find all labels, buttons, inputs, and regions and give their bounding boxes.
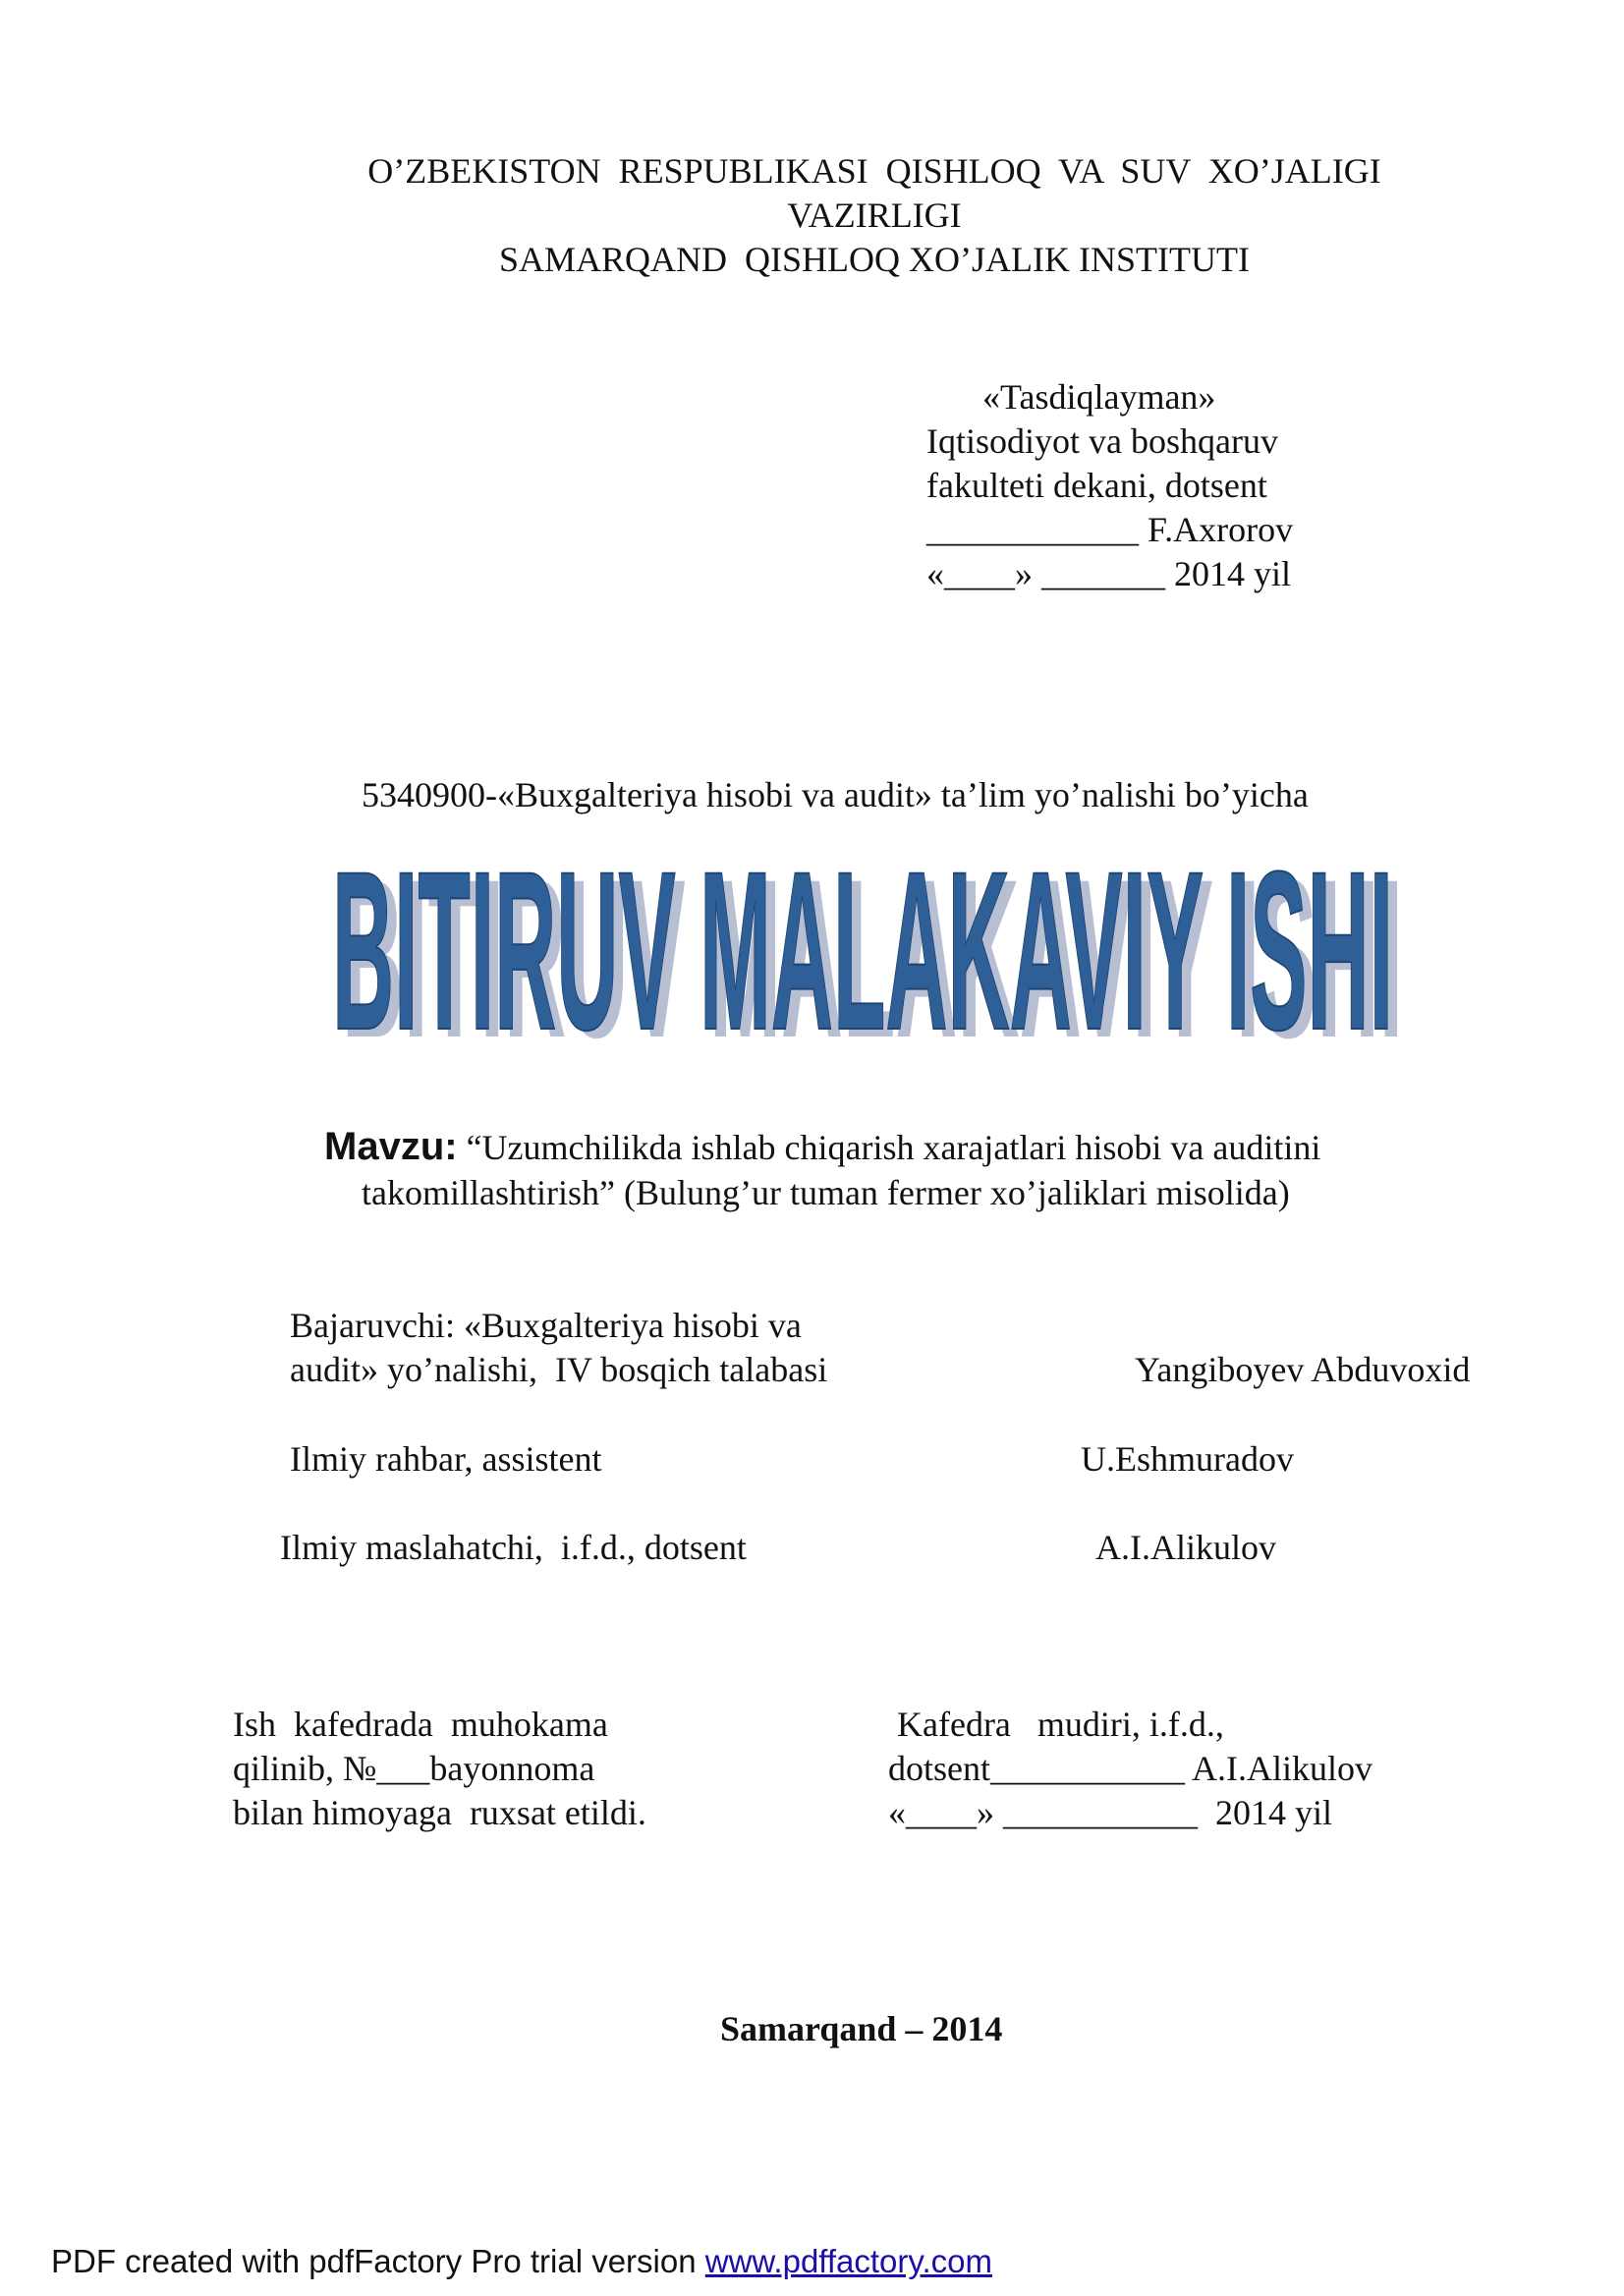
discussion-line-3: bilan himoyaga ruxsat etildi.: [233, 1793, 646, 1832]
discussion-line-2: qilinib, №___bayonnoma: [233, 1749, 595, 1788]
consultant-label: Ilmiy maslahatchi, i.f.d., dotsent: [280, 1528, 747, 1567]
performer-line-2: audit» yo’nalishi, IV bosqich talabasi: [290, 1350, 828, 1389]
head-line-2: dotsent___________ A.I.Alikulov: [888, 1749, 1372, 1788]
approval-line-1: Iqtisodiyot va boshqaruv: [926, 421, 1278, 461]
discussion-line-1: Ish kafedrada muhokama: [233, 1705, 608, 1744]
topic-label: Mavzu:: [324, 1125, 458, 1168]
pdf-footer-note: [51, 2242, 992, 2281]
city-year: Samarqand – 2014: [720, 2009, 1003, 2048]
footer-text: PDF created with pdfFactory Pro trial version: [51, 2243, 705, 2279]
study-direction: 5340900-«Buxgalteriya hisobi va audit» ta’lim yo’nalishi bo’yicha: [362, 775, 1309, 814]
ministry-header: [0, 149, 1624, 282]
thesis-title-shadow: BITIRUV MALAKAVIY ISHI: [342, 840, 1403, 1076]
footer-link[interactable]: www.pdffactory.com: [704, 2243, 992, 2279]
approval-line-4: «____» _______ 2014 yil: [926, 554, 1292, 593]
thesis-title-text: BITIRUV MALAKAVIY ISHI: [332, 840, 1393, 1076]
header-line-1: O’ZBEKISTON RESPUBLIKASI QISHLOQ VA SUV XO’JALIGI: [367, 151, 1381, 191]
head-line-3: «____» ___________ 2014 yil: [888, 1793, 1333, 1832]
consultant-name: A.I.Alikulov: [1095, 1528, 1276, 1567]
performer-line-1: Bajaruvchi: «Buxgalteriya hisobi va: [290, 1306, 802, 1345]
supervisor-label: Ilmiy rahbar, assistent: [290, 1439, 602, 1479]
head-line-1: Kafedra mudiri, i.f.d.,: [897, 1705, 1224, 1744]
header-line-2: VAZIRLIGI: [787, 196, 962, 235]
thesis-title-graphic: [332, 840, 1413, 1076]
supervisor-name: U.Eshmuradov: [1081, 1439, 1294, 1479]
approval-line-2: fakulteti dekani, dotsent: [926, 466, 1267, 505]
topic-text-1: “Uzumchilikda ishlab chiqarish xarajatlari hisobi va auditini: [457, 1128, 1321, 1167]
performer-name: Yangiboyev Abduvoxid: [1135, 1350, 1471, 1389]
topic-line-2: takomillashtirish” (Bulung’ur tuman fermer xo’jaliklari misolida): [362, 1173, 1290, 1212]
approval-line-3: ____________ F.Axrorov: [926, 510, 1294, 549]
approval-title: «Tasdiqlayman»: [982, 377, 1216, 417]
topic-line-1: [324, 1125, 1320, 1170]
header-line-3: SAMARQAND QISHLOQ XO’JALIK INSTITUTI: [499, 240, 1250, 279]
